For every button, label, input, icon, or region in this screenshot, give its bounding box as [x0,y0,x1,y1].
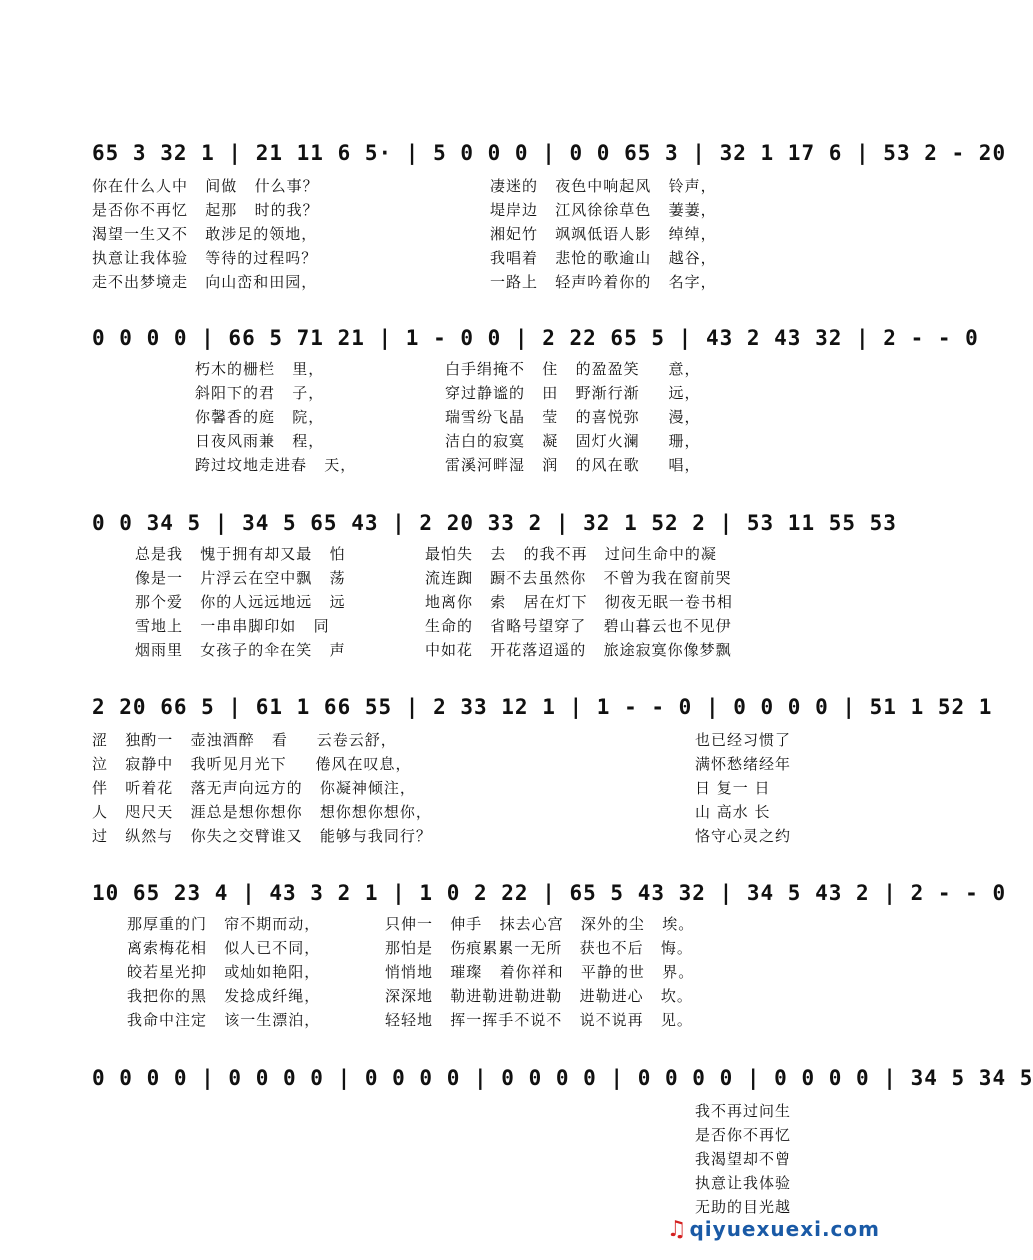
lyric-line: 山 高水 长 [695,803,771,821]
lyric-line: 烟雨里 女孩子的伞在笑 声 [135,641,346,659]
lyric-line: 白手绢掩不 住 的盈盈笑 意， [445,360,701,378]
lyric-line: 凄迷的 夜色中响起风 铃声， [490,177,717,195]
lyric-line: 总是我 愧于拥有却又最 怕 [135,545,346,563]
watermark-text: qiyuexuexi.com [689,1217,880,1241]
lyric-line: 像是一 片浮云在空中飘 荡 [135,569,346,587]
lyric-line: 跨过坟地走进春 天， [195,456,357,474]
lyric-line: 你馨香的庭 院， [195,408,325,426]
lyric-line: 过 纵然与 你失之交臂谁又 能够与我同行？ [92,827,432,845]
lyric-line: 泣 寂静中 我听见月光下 倦风在叹息， [92,755,412,773]
lyric-line: 堤岸边 江风徐徐草色 萋萋， [490,201,717,219]
lyric-line: 日夜风雨兼 程， [195,432,325,450]
notation-line-5: 10 65 23 4 | 43 3 2 1 | 1 0 2 22 | 65 5 43 32 | 34 5 43 2 | 2 - - 0 [92,881,1007,905]
lyric-line: 洁白的寂寞 凝 固灯火澜 珊， [445,432,701,450]
lyric-line: 中如花 开花落迢遥的 旅途寂寞你像梦飘 [425,641,732,659]
lyric-line: 人 咫尺天 涯总是想你想你 想你想你想你， [92,803,432,821]
lyric-line: 满怀愁绪经年 [695,755,792,773]
lyric-line: 我唱着 悲怆的歌逾山 越谷， [490,249,717,267]
lyric-line: 雷溪河畔湿 润 的风在歌 唱， [445,456,701,474]
notation-line-2: 0 0 0 0 | 66 5 71 21 | 1 - 0 0 | 2 22 65 5 | 43 2 43 32 | 2 - - 0 [92,326,979,350]
lyric-line: 最怕失 去 的我不再 过问生命中的凝 [425,545,717,563]
music-note-icon: ♫ [666,1217,688,1242]
lyric-line: 恪守心灵之约 [695,827,792,845]
lyric-line: 渴望一生又不 敢涉足的领地， [92,225,318,243]
lyric-line: 雪地上 一串串脚印如 同 [135,617,330,635]
lyric-line: 是否你不再忆 [695,1126,792,1144]
lyric-line: 穿过静谧的 田 野渐行渐 远， [445,384,701,402]
lyric-line: 执意让我体验 [695,1174,792,1192]
lyric-line: 一路上 轻声吟着你的 名字， [490,273,717,291]
lyric-line: 那怕是 伤痕累累一无所 获也不后 悔。 [385,939,693,957]
lyric-line: 流连踟 蹰不去虽然你 不曾为我在窗前哭 [425,569,732,587]
lyric-line: 涩 独酌一 壶浊酒醉 看 云卷云舒， [92,731,397,749]
lyric-line: 无助的目光越 [695,1198,792,1216]
lyric-line: 走不出梦境走 向山峦和田园， [92,273,318,291]
lyric-line: 我不再过问生 [695,1102,792,1120]
lyric-line: 轻轻地 挥一挥手不说不 说不说再 见。 [385,1011,693,1029]
lyric-line: 朽木的栅栏 里， [195,360,325,378]
lyric-line: 地离你 索 居在灯下 彻夜无眠一卷书相 [425,593,733,611]
lyric-line: 我命中注定 该一生漂泊， [127,1011,321,1029]
lyric-line: 你在什么人中 间做 什么事？ [92,177,319,195]
notation-line-4: 2 20 66 5 | 61 1 66 55 | 2 33 12 1 | 1 - - 0 | 0 0 0 0 | 51 1 52 1 [92,695,993,719]
notation-line-3: 0 0 34 5 | 34 5 65 43 | 2 20 33 2 | 32 1 52 2 | 53 11 55 53 [92,511,897,535]
lyric-line: 只伸一 伸手 抹去心宫 深外的尘 埃。 [385,915,695,933]
lyric-line: 皎若星光抑 或灿如艳阳， [127,963,321,981]
lyric-line: 我渴望却不曾 [695,1150,792,1168]
lyric-line: 那个爱 你的人远远地远 远 [135,593,346,611]
site-watermark [667,1217,880,1242]
lyric-line: 生命的 省略号望穿了 碧山暮云也不见伊 [425,617,732,635]
lyric-line: 也已经习惯了 [695,731,792,749]
lyric-line: 悄悄地 璀璨 着你祥和 平静的世 界。 [385,963,695,981]
lyric-line: 伴 听着花 落无声向远方的 你凝神倾注， [92,779,416,797]
lyric-line: 执意让我体验 等待的过程吗？ [92,249,318,267]
lyric-line: 斜阳下的君 子， [195,384,325,402]
lyric-line: 我把你的黑 发捻成纤绳， [127,987,321,1005]
lyric-line: 离索梅花相 似人已不同， [127,939,321,957]
lyric-line: 是否你不再忆 起那 时的我？ [92,201,319,219]
notation-line-1: 65 3 32 1 | 21 11 6 5· | 5 0 0 0 | 0 0 65 3 | 32 1 17 6 | 53 2 - 20 [92,141,1007,165]
lyric-line: 瑞雪纷飞晶 莹 的喜悦弥 漫， [445,408,701,426]
lyric-line: 日 复一 日 [695,779,771,797]
lyric-line: 深深地 勒进勒进勒进勒 进勒进心 坎。 [385,987,693,1005]
lyric-line: 湘妃竹 飒飒低语人影 绰绰， [490,225,717,243]
notation-line-6: 0 0 0 0 | 0 0 0 0 | 0 0 0 0 | 0 0 0 0 | 0 0 0 0 | 0 0 0 0 | 34 5 34 5 [92,1066,1033,1090]
lyric-line: 那厚重的门 帘不期而动， [127,915,321,933]
